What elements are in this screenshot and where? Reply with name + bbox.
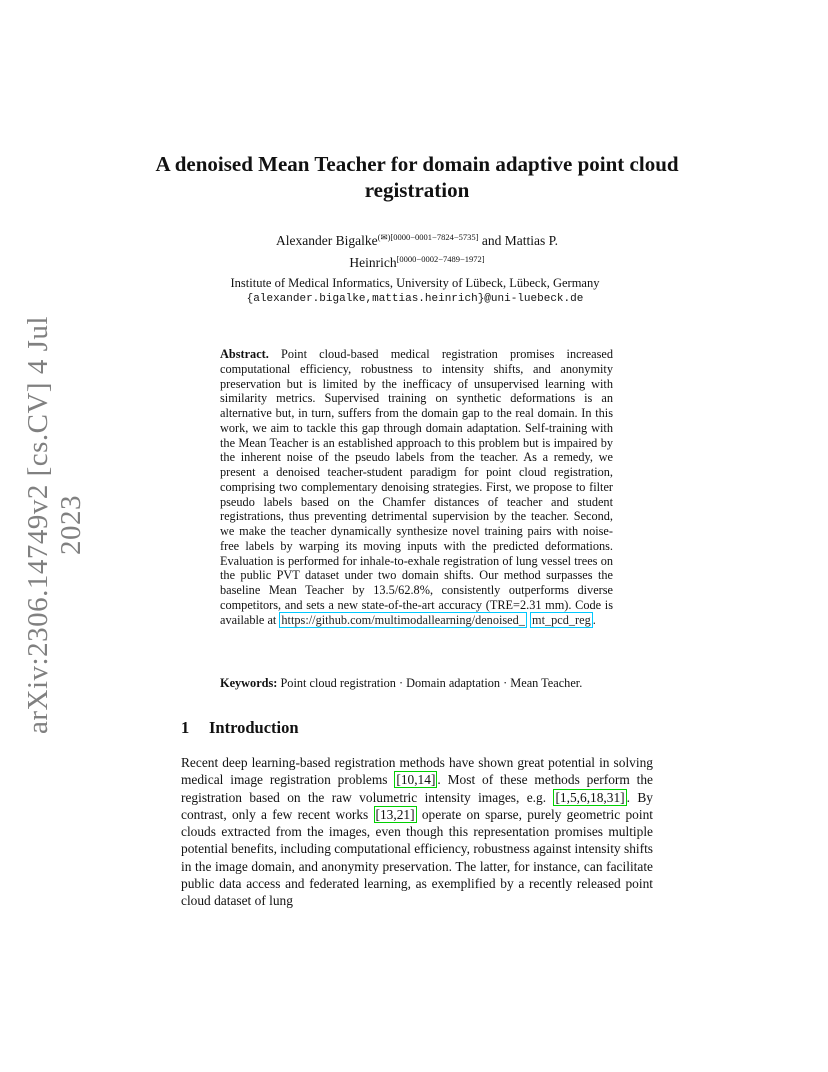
author-2-name: Heinrich [349, 255, 397, 270]
code-link[interactable] [279, 612, 527, 628]
abstract-end: . [592, 612, 596, 627]
author-list [180, 228, 654, 272]
code-link-part-1: https://github.com/multimodallearning/denoised_ [281, 612, 525, 627]
section-number: 1 [181, 718, 190, 737]
abstract-label: Abstract. [220, 347, 269, 361]
intro-paragraph [181, 754, 653, 910]
paper-title: A denoised Mean Teacher for domain adaptive point cloud registration [155, 152, 679, 202]
intro-text-2: . Most of these methods perform the registration based on the raw volumetric intensity images, e.g. [181, 772, 653, 805]
intro-text-4: operate on sparse, purely geometric point clouds extracted from the images, even though this representation promises multiple potential benefits, including computational efficiency, robustness against intensity shifts in the image domain, and anonymity preservation. The latter, for instance, can facilitate public data access and federated learning, as exemplified by a recently released point cloud dataset of lung [181, 806, 653, 909]
email-addresses: {alexander.bigalke,mattias.heinrich}@uni-luebeck.de [246, 293, 584, 305]
arxiv-side-identifier: arXiv:2306.14749v2 [cs.CV] 4 Jul 2023 [22, 316, 87, 734]
envelope-icon: (✉) [377, 232, 391, 242]
keywords-label: Keywords: [220, 676, 278, 690]
section-title: Introduction [209, 718, 299, 737]
abstract [220, 347, 613, 627]
intro-text-1: Recent deep learning-based registration methods have shown great potential in solving medical image registration problems [181, 755, 653, 788]
citation-link[interactable]: [1,5,6,18,31] [555, 789, 625, 805]
author-1-name: Alexander Bigalke [276, 233, 378, 248]
keywords [220, 676, 640, 691]
author-conjunction: and Mattias P. [481, 233, 558, 248]
code-link-continued[interactable] [530, 612, 593, 628]
citation-link[interactable]: [10,14] [396, 772, 436, 788]
affiliation: Institute of Medical Informatics, University of Lübeck, Lübeck, Germany [230, 276, 600, 290]
intro-text-3: . By contrast, only a few recent works [181, 789, 653, 822]
abstract-text: Point cloud-based medical registration promises increased computational efficiency, robustness to intensity shifts, and anonymity preservation but is limited by the inefficacy of unsupervised learning with similarity metrics. Supervised training on synthetic deformations is an alternative but, in turn, suffers from the domain gap to the real domain. In this work, we aim to tackle this gap through domain adaptation. Self-training with the Mean Teacher is an established approach to this problem but is impaired by the inherent noise of the pseudo labels from the teacher. As a remedy, we present a denoised teacher-student paradigm for point cloud registration, comprising two complementary denoising strategies. First, we propose to filter pseudo labels based on the Chamfer distances of teacher and student registrations, thus preventing detrimental supervision by the teacher. Second, we make the teacher dynamically synthesize novel training pairs with noise-free labels by warping its moving inputs with the predicted deformations. Evaluation is performed for inhale-to-exhale registration of lung vessel trees on the public PVT dataset under two domain shifts. Our method surpasses the baseline Mean Teacher by 13.5/62.8%, consistently outperforms diverse competitors, and sets a new state-of-the-art accuracy (TRE=2.31 mm). Code is available at [220, 347, 613, 627]
code-link-part-2: mt_pcd_reg [532, 612, 591, 627]
author-2-orcid: [0000−0002−7489−1972] [396, 254, 485, 264]
author-1-orcid: [0000−0001−7824−5735] [390, 232, 479, 242]
keywords-text: Point cloud registration · Domain adaptation · Mean Teacher. [280, 676, 583, 690]
affiliation-block [160, 275, 670, 307]
section-heading [181, 718, 299, 738]
citation-link[interactable]: [13,21] [375, 806, 415, 822]
